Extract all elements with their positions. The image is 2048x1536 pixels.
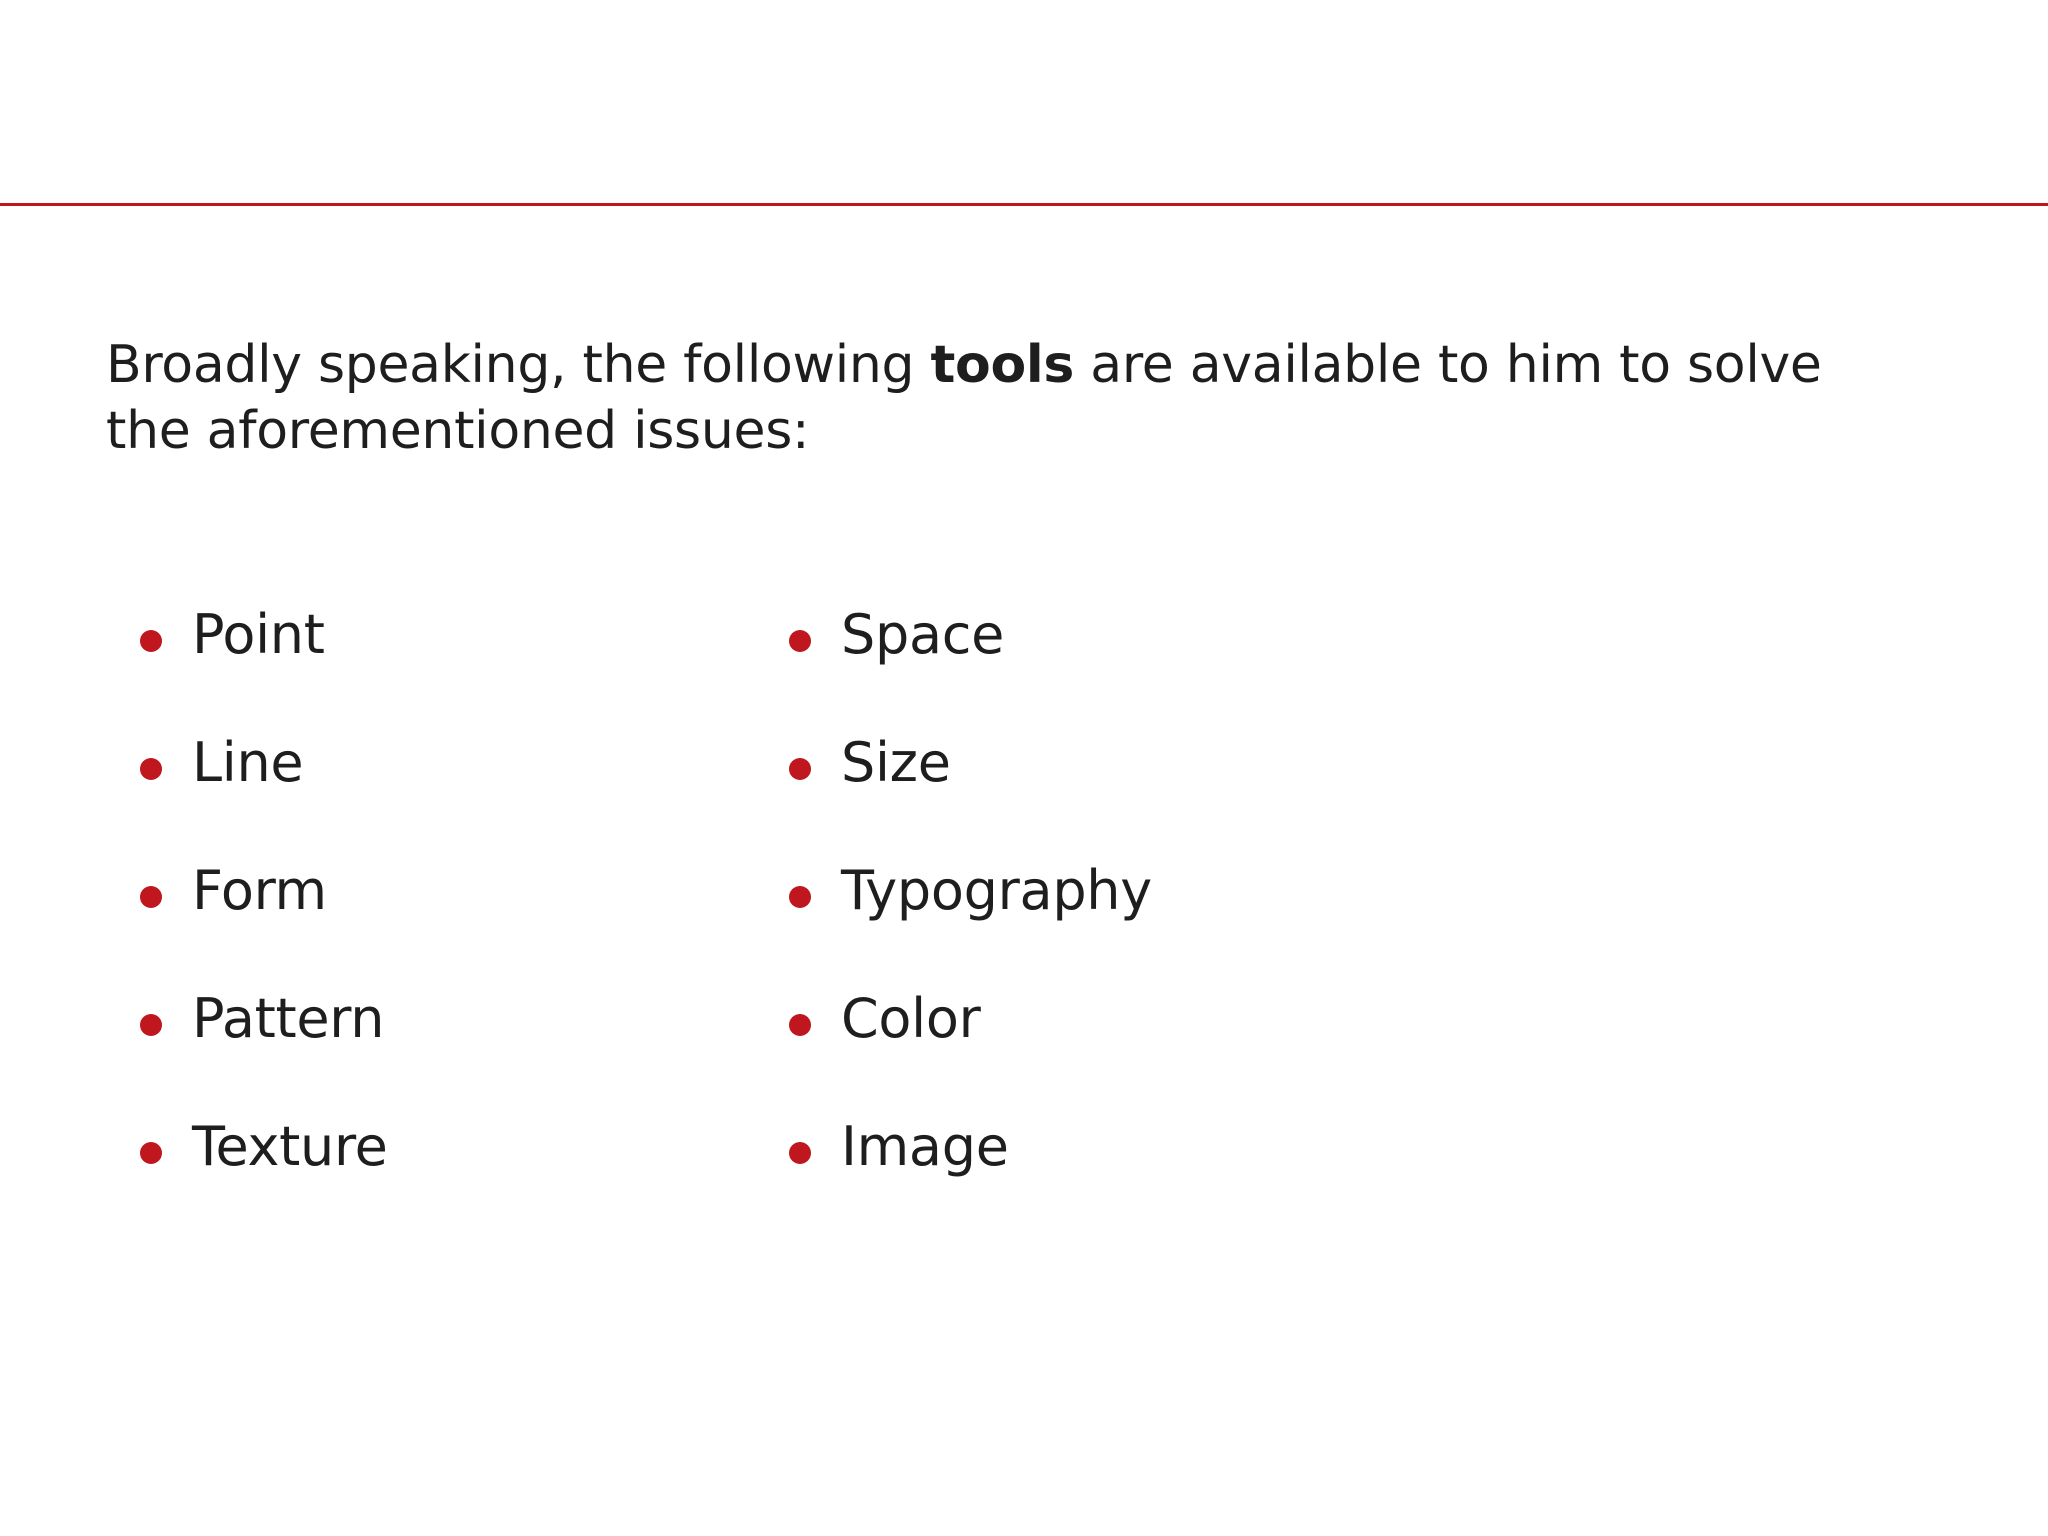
bullet-dot-icon <box>789 758 811 780</box>
bullet-dot-icon <box>140 886 162 908</box>
tool-label-image: Image <box>841 1115 1009 1178</box>
intro-text-before: Broadly speaking, the following <box>106 335 931 395</box>
bullet-dot-icon <box>140 630 162 652</box>
bullet-dot-icon <box>140 1142 162 1164</box>
list-item <box>140 728 388 856</box>
list-item <box>140 856 388 984</box>
list-item <box>789 600 1152 728</box>
bullet-dot-icon <box>789 886 811 908</box>
tool-label-size: Size <box>841 731 951 794</box>
header-divider-line <box>0 203 2048 206</box>
tools-list-left <box>140 600 388 1240</box>
intro-text-after: are available to him to solve the aforementioned issues: <box>106 335 1822 461</box>
tool-label-space: Space <box>841 603 1005 666</box>
tool-label-color: Color <box>841 987 981 1050</box>
list-item <box>789 856 1152 984</box>
tool-label-form: Form <box>192 859 327 922</box>
intro-paragraph <box>106 332 1866 464</box>
bullet-dot-icon <box>789 1014 811 1036</box>
tool-label-texture: Texture <box>192 1115 388 1178</box>
list-item <box>140 600 388 728</box>
list-item <box>789 1112 1152 1240</box>
tool-label-line: Line <box>192 731 304 794</box>
list-item <box>140 1112 388 1240</box>
tool-label-point: Point <box>192 603 325 666</box>
tool-label-typography: Typography <box>841 859 1152 922</box>
list-item <box>140 984 388 1112</box>
list-item <box>789 984 1152 1112</box>
tools-list-right <box>789 600 1152 1240</box>
bullet-dot-icon <box>789 630 811 652</box>
bullet-dot-icon <box>140 758 162 780</box>
list-item <box>789 728 1152 856</box>
intro-emphasis-tools: tools <box>930 335 1075 395</box>
bullet-dot-icon <box>140 1014 162 1036</box>
tool-label-pattern: Pattern <box>192 987 385 1050</box>
bullet-dot-icon <box>789 1142 811 1164</box>
